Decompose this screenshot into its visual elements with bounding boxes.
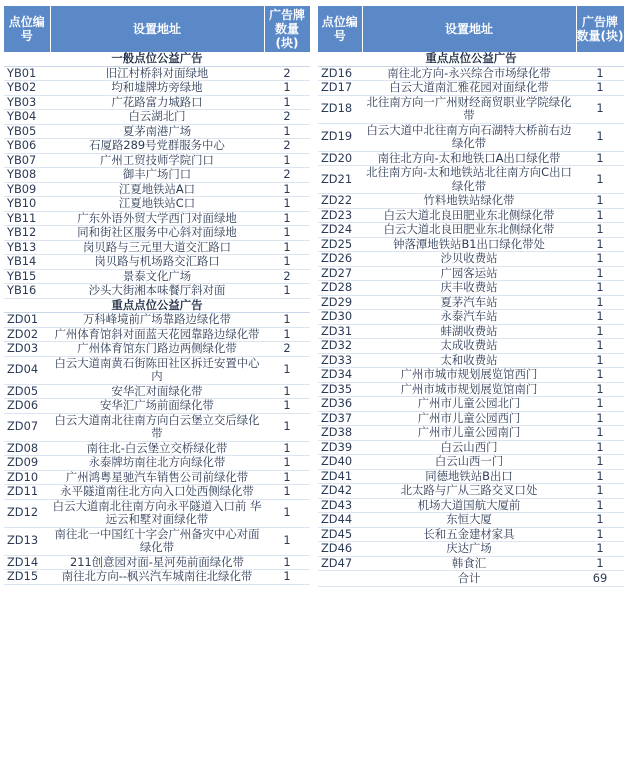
table-row: [318, 223, 624, 238]
total-value: 69: [576, 571, 624, 587]
count-cell: 1: [576, 513, 624, 528]
count-cell: 1: [576, 484, 624, 499]
point-code: ZD25: [318, 237, 362, 252]
point-code: ZD40: [318, 455, 362, 470]
point-code: ZD10: [4, 470, 50, 485]
count-cell: 1: [576, 223, 624, 238]
point-code: ZD19: [318, 123, 362, 151]
point-code: ZD11: [4, 485, 50, 500]
point-code: ZD20: [318, 151, 362, 166]
address-cell: 广州市城市规划展览馆南门: [362, 382, 576, 397]
address-cell: 岗贝路与三元里大道交汇路口: [50, 240, 264, 255]
point-code: YB09: [4, 182, 50, 197]
address-cell: 庆达广场: [362, 542, 576, 557]
table-row: [4, 182, 310, 197]
count-cell: 1: [576, 252, 624, 267]
address-cell: 广州体育馆东门路边两侧绿化带: [50, 342, 264, 357]
point-code: ZD15: [4, 570, 50, 585]
address-cell: 南往北方向--枫兴汽车城南往北绿化带: [50, 570, 264, 585]
point-code: ZD37: [318, 411, 362, 426]
point-code: YB03: [4, 95, 50, 110]
point-code: ZD44: [318, 513, 362, 528]
point-code: ZD07: [4, 413, 50, 441]
point-code: ZD28: [318, 281, 362, 296]
count-cell: 1: [576, 66, 624, 81]
point-code: ZD17: [318, 81, 362, 96]
address-cell: 北往南方向-太和地铁站北往南方向C出口绿化带: [362, 166, 576, 194]
table-row: [4, 413, 310, 441]
count-cell: 1: [264, 182, 310, 197]
count-cell: 1: [264, 527, 310, 555]
count-cell: 2: [264, 342, 310, 357]
table-row: [4, 485, 310, 500]
total-label: 合计: [362, 571, 576, 587]
address-cell: 广东外语外贸大学西门对面绿地: [50, 211, 264, 226]
point-code: ZD02: [4, 327, 50, 342]
address-cell: 江夏地铁站C口: [50, 197, 264, 212]
address-cell: 白云大道北良田肥业东北侧绿化带: [362, 208, 576, 223]
address-cell: 长和五金建材家具: [362, 527, 576, 542]
table-row: [318, 353, 624, 368]
table-row: [318, 324, 624, 339]
table-row: [318, 368, 624, 383]
table-row: [318, 81, 624, 96]
address-cell: 御丰广场门口: [50, 168, 264, 183]
point-code: ZD30: [318, 310, 362, 325]
count-cell: 1: [576, 339, 624, 354]
count-cell: 1: [576, 411, 624, 426]
table-row: [318, 455, 624, 470]
address-cell: 夏茅汽车站: [362, 295, 576, 310]
address-cell: 北往南方向一广州财经商贸职业学院绿化带: [362, 95, 576, 123]
count-cell: 1: [264, 470, 310, 485]
point-code: ZD06: [4, 399, 50, 414]
table-row: [318, 281, 624, 296]
point-code: ZD29: [318, 295, 362, 310]
address-cell: 广州市儿童公园北门: [362, 397, 576, 412]
point-code: ZD32: [318, 339, 362, 354]
point-code: ZD46: [318, 542, 362, 557]
address-cell: 韩食汇: [362, 556, 576, 571]
count-cell: 1: [576, 426, 624, 441]
count-cell: 1: [576, 95, 624, 123]
count-cell: 1: [264, 211, 310, 226]
address-cell: 岗贝路与机场路交汇路口: [50, 255, 264, 270]
table-row: [318, 411, 624, 426]
point-code: YB06: [4, 139, 50, 154]
point-code: YB15: [4, 269, 50, 284]
table-row: [4, 66, 310, 81]
table-row: [4, 197, 310, 212]
total-row: [318, 571, 624, 587]
count-cell: 1: [576, 310, 624, 325]
count-cell: 1: [264, 570, 310, 585]
point-code: ZD22: [318, 194, 362, 209]
ad-table-left: [4, 6, 311, 585]
table-row: [318, 295, 624, 310]
point-code: ZD41: [318, 469, 362, 484]
count-cell: 1: [576, 440, 624, 455]
count-cell: 1: [264, 95, 310, 110]
address-cell: 广州市儿童公园南门: [362, 426, 576, 441]
count-cell: 1: [264, 441, 310, 456]
table-row: [318, 426, 624, 441]
table-row: [4, 284, 310, 299]
address-cell: 广州体育馆斜对面蓝天花园靠路边绿化带: [50, 327, 264, 342]
table-row: [4, 269, 310, 284]
count-cell: 1: [576, 542, 624, 557]
address-cell: 太和收费站: [362, 353, 576, 368]
address-cell: 白云山西一门: [362, 455, 576, 470]
address-cell: 机场大道国航大厦前: [362, 498, 576, 513]
count-cell: 2: [264, 139, 310, 154]
table-row: [4, 570, 310, 585]
count-cell: 1: [264, 399, 310, 414]
address-cell: 东恒大厦: [362, 513, 576, 528]
count-cell: 1: [264, 413, 310, 441]
table-body-right: [318, 52, 624, 571]
count-cell: 1: [264, 456, 310, 471]
table-row: [4, 313, 310, 328]
table-row: [318, 556, 624, 571]
address-cell: 钟落潭地铁站B1出口绿化带处: [362, 237, 576, 252]
header-count: 广告牌数量(块): [576, 6, 624, 52]
point-code: ZD05: [4, 384, 50, 399]
point-code: YB04: [4, 110, 50, 125]
table-row: [4, 211, 310, 226]
point-code: ZD34: [318, 368, 362, 383]
count-cell: 1: [264, 153, 310, 168]
count-cell: 1: [576, 368, 624, 383]
address-cell: 沙贝收费站: [362, 252, 576, 267]
point-code: ZD23: [318, 208, 362, 223]
table-row: [4, 384, 310, 399]
address-cell: 白云大道南黄石街陈田社区拆迁安置中心内: [50, 356, 264, 384]
header-address: 设置地址: [50, 6, 264, 52]
address-cell: 同德地铁站B出口: [362, 469, 576, 484]
table-row: [318, 252, 624, 267]
count-cell: 2: [264, 110, 310, 125]
ad-table-right: [318, 6, 625, 587]
count-cell: 1: [576, 455, 624, 470]
section-header-row: [4, 52, 310, 66]
section-title: 重点点位公益广告: [318, 52, 624, 66]
address-cell: 太成收费站: [362, 339, 576, 354]
table-row: [4, 342, 310, 357]
count-cell: 1: [264, 356, 310, 384]
count-cell: 1: [264, 555, 310, 570]
address-cell: 广园客运站: [362, 266, 576, 281]
address-cell: 白云大道北良田肥业东北侧绿化带: [362, 223, 576, 238]
point-code: YB05: [4, 124, 50, 139]
point-code: ZD12: [4, 499, 50, 527]
point-code: ZD13: [4, 527, 50, 555]
address-cell: 广州工贸技师学院门口: [50, 153, 264, 168]
count-cell: 1: [264, 197, 310, 212]
point-code: YB11: [4, 211, 50, 226]
address-cell: 永平隧道南往北方向入口处西侧绿化带: [50, 485, 264, 500]
count-cell: 1: [264, 284, 310, 299]
count-cell: 2: [264, 66, 310, 81]
address-cell: 南往北一中国红十字会广州备灾中心对面绿化带: [50, 527, 264, 555]
table-row: [318, 527, 624, 542]
address-cell: 白云大道南北往南方向永平隧道入口前 华远云和墅对面绿化带: [50, 499, 264, 527]
point-code: YB07: [4, 153, 50, 168]
point-code: YB10: [4, 197, 50, 212]
count-cell: 1: [576, 295, 624, 310]
address-cell: 白云山西门: [362, 440, 576, 455]
table-row: [4, 456, 310, 471]
point-code: ZD35: [318, 382, 362, 397]
address-cell: 广州鸿粤星驰汽车销售公司前绿化带: [50, 470, 264, 485]
point-code: ZD18: [318, 95, 362, 123]
point-code: ZD26: [318, 252, 362, 267]
address-cell: 石厦路289号党群服务中心: [50, 139, 264, 154]
header-code: 点位编号: [318, 6, 362, 52]
point-code: ZD21: [318, 166, 362, 194]
address-cell: 北太路与广从三路交叉口处: [362, 484, 576, 499]
table-row: [4, 527, 310, 555]
table-row: [4, 168, 310, 183]
count-cell: 1: [264, 485, 310, 500]
address-cell: 竹料地铁站绿化带: [362, 194, 576, 209]
point-code: ZD04: [4, 356, 50, 384]
table-row: [4, 441, 310, 456]
table-row: [4, 255, 310, 270]
table-row: [318, 208, 624, 223]
table-row: [318, 123, 624, 151]
count-cell: 1: [264, 384, 310, 399]
point-code: ZD33: [318, 353, 362, 368]
table-row: [4, 139, 310, 154]
table-row: [4, 226, 310, 241]
count-cell: 1: [576, 237, 624, 252]
count-cell: 1: [576, 556, 624, 571]
table-row: [318, 166, 624, 194]
count-cell: 1: [576, 324, 624, 339]
address-cell: 白云大道南汇雅花园对面绿化带: [362, 81, 576, 96]
point-code: ZD38: [318, 426, 362, 441]
table-row: [4, 124, 310, 139]
count-cell: 1: [576, 123, 624, 151]
address-cell: 均和墟牌坊旁绿地: [50, 81, 264, 96]
point-code: ZD24: [318, 223, 362, 238]
count-cell: 2: [264, 269, 310, 284]
count-cell: 1: [576, 151, 624, 166]
count-cell: 1: [264, 327, 310, 342]
table-row: [318, 484, 624, 499]
count-cell: 1: [576, 266, 624, 281]
table-row: [4, 110, 310, 125]
count-cell: 1: [264, 81, 310, 96]
table-row: [318, 382, 624, 397]
count-cell: 1: [264, 124, 310, 139]
point-code: ZD01: [4, 313, 50, 328]
address-cell: 永泰牌坊南往北方向绿化带: [50, 456, 264, 471]
table-row: [318, 151, 624, 166]
count-cell: 1: [576, 208, 624, 223]
table-row: [4, 499, 310, 527]
table-row: [318, 310, 624, 325]
address-cell: 南往北方向-永兴综合市场绿化带: [362, 66, 576, 81]
table-row: [4, 81, 310, 96]
table-row: [4, 240, 310, 255]
address-cell: 广花路富力城路口: [50, 95, 264, 110]
point-code: ZD42: [318, 484, 362, 499]
address-cell: 万科峰境前广场靠路边绿化带: [50, 313, 264, 328]
address-cell: 永泰汽车站: [362, 310, 576, 325]
point-code: YB02: [4, 81, 50, 96]
section-title: 一般点位公益广告: [4, 52, 310, 66]
count-cell: 1: [576, 498, 624, 513]
point-code: ZD36: [318, 397, 362, 412]
header-code: 点位编号: [4, 6, 50, 52]
point-code: ZD27: [318, 266, 362, 281]
table-row: [4, 356, 310, 384]
address-cell: 白云湖北门: [50, 110, 264, 125]
address-cell: 景泰文化广场: [50, 269, 264, 284]
count-cell: 1: [264, 226, 310, 241]
table-row: [318, 339, 624, 354]
table-row: [318, 440, 624, 455]
section-header-row: [318, 52, 624, 66]
point-code: ZD08: [4, 441, 50, 456]
table-row: [4, 95, 310, 110]
address-cell: 南往北方向-太和地铁口A出口绿化带: [362, 151, 576, 166]
point-code: YB01: [4, 66, 50, 81]
address-cell: 安华汇对面绿化带: [50, 384, 264, 399]
point-code: ZD43: [318, 498, 362, 513]
table-body-left: [4, 52, 310, 584]
address-cell: 旧江村桥斜对面绿地: [50, 66, 264, 81]
table-row: [4, 555, 310, 570]
point-code: ZD03: [4, 342, 50, 357]
count-cell: 1: [576, 527, 624, 542]
count-cell: 1: [576, 397, 624, 412]
section-title: 重点点位公益广告: [4, 298, 310, 313]
address-cell: 南往北-白云堡立交桥绿化带: [50, 441, 264, 456]
address-cell: 广州市儿童公园西门: [362, 411, 576, 426]
point-code: ZD39: [318, 440, 362, 455]
header-count: 广告牌数量(块): [264, 6, 310, 52]
address-cell: 211创意园对面-星河苑前面绿化带: [50, 555, 264, 570]
address-cell: 沙头大街湘本味餐厅斜对面: [50, 284, 264, 299]
table-row: [4, 399, 310, 414]
count-cell: 1: [576, 382, 624, 397]
point-code: ZD31: [318, 324, 362, 339]
table-row: [318, 95, 624, 123]
count-cell: 1: [264, 255, 310, 270]
count-cell: 1: [576, 281, 624, 296]
point-code: YB08: [4, 168, 50, 183]
count-cell: 1: [264, 313, 310, 328]
point-code: YB13: [4, 240, 50, 255]
point-code: ZD16: [318, 66, 362, 81]
table-row: [318, 513, 624, 528]
table-row: [318, 266, 624, 281]
address-cell: 安华汇广场前面绿化带: [50, 399, 264, 414]
table-row: [318, 542, 624, 557]
address-cell: 广州市城市规划展览馆西门: [362, 368, 576, 383]
address-cell: 白云大道南北往南方向白云堡立交后绿化带: [50, 413, 264, 441]
point-code: YB14: [4, 255, 50, 270]
address-cell: 庆丰收费站: [362, 281, 576, 296]
count-cell: 1: [264, 499, 310, 527]
table-row: [318, 498, 624, 513]
table-row: [4, 470, 310, 485]
table-row: [318, 397, 624, 412]
table-row: [4, 153, 310, 168]
table-row: [4, 327, 310, 342]
count-cell: 1: [576, 166, 624, 194]
table-row: [318, 469, 624, 484]
point-code: YB12: [4, 226, 50, 241]
table-row: [318, 194, 624, 209]
count-cell: 1: [264, 240, 310, 255]
point-code: YB16: [4, 284, 50, 299]
address-cell: 江夏地铁站A口: [50, 182, 264, 197]
table-row: [318, 66, 624, 81]
address-cell: 同和街社区服务中心斜对面绿地: [50, 226, 264, 241]
address-cell: 蚌湖收费站: [362, 324, 576, 339]
point-code: ZD09: [4, 456, 50, 471]
point-code: ZD45: [318, 527, 362, 542]
point-code: ZD14: [4, 555, 50, 570]
count-cell: 1: [576, 353, 624, 368]
count-cell: 1: [576, 81, 624, 96]
count-cell: 2: [264, 168, 310, 183]
address-cell: 白云大道中北往南方向石湖特大桥前右边绿化带: [362, 123, 576, 151]
count-cell: 1: [576, 194, 624, 209]
address-cell: 夏茅南港广场: [50, 124, 264, 139]
section-header-row: [4, 298, 310, 313]
header-address: 设置地址: [362, 6, 576, 52]
table-row: [318, 237, 624, 252]
count-cell: 1: [576, 469, 624, 484]
point-code: ZD47: [318, 556, 362, 571]
